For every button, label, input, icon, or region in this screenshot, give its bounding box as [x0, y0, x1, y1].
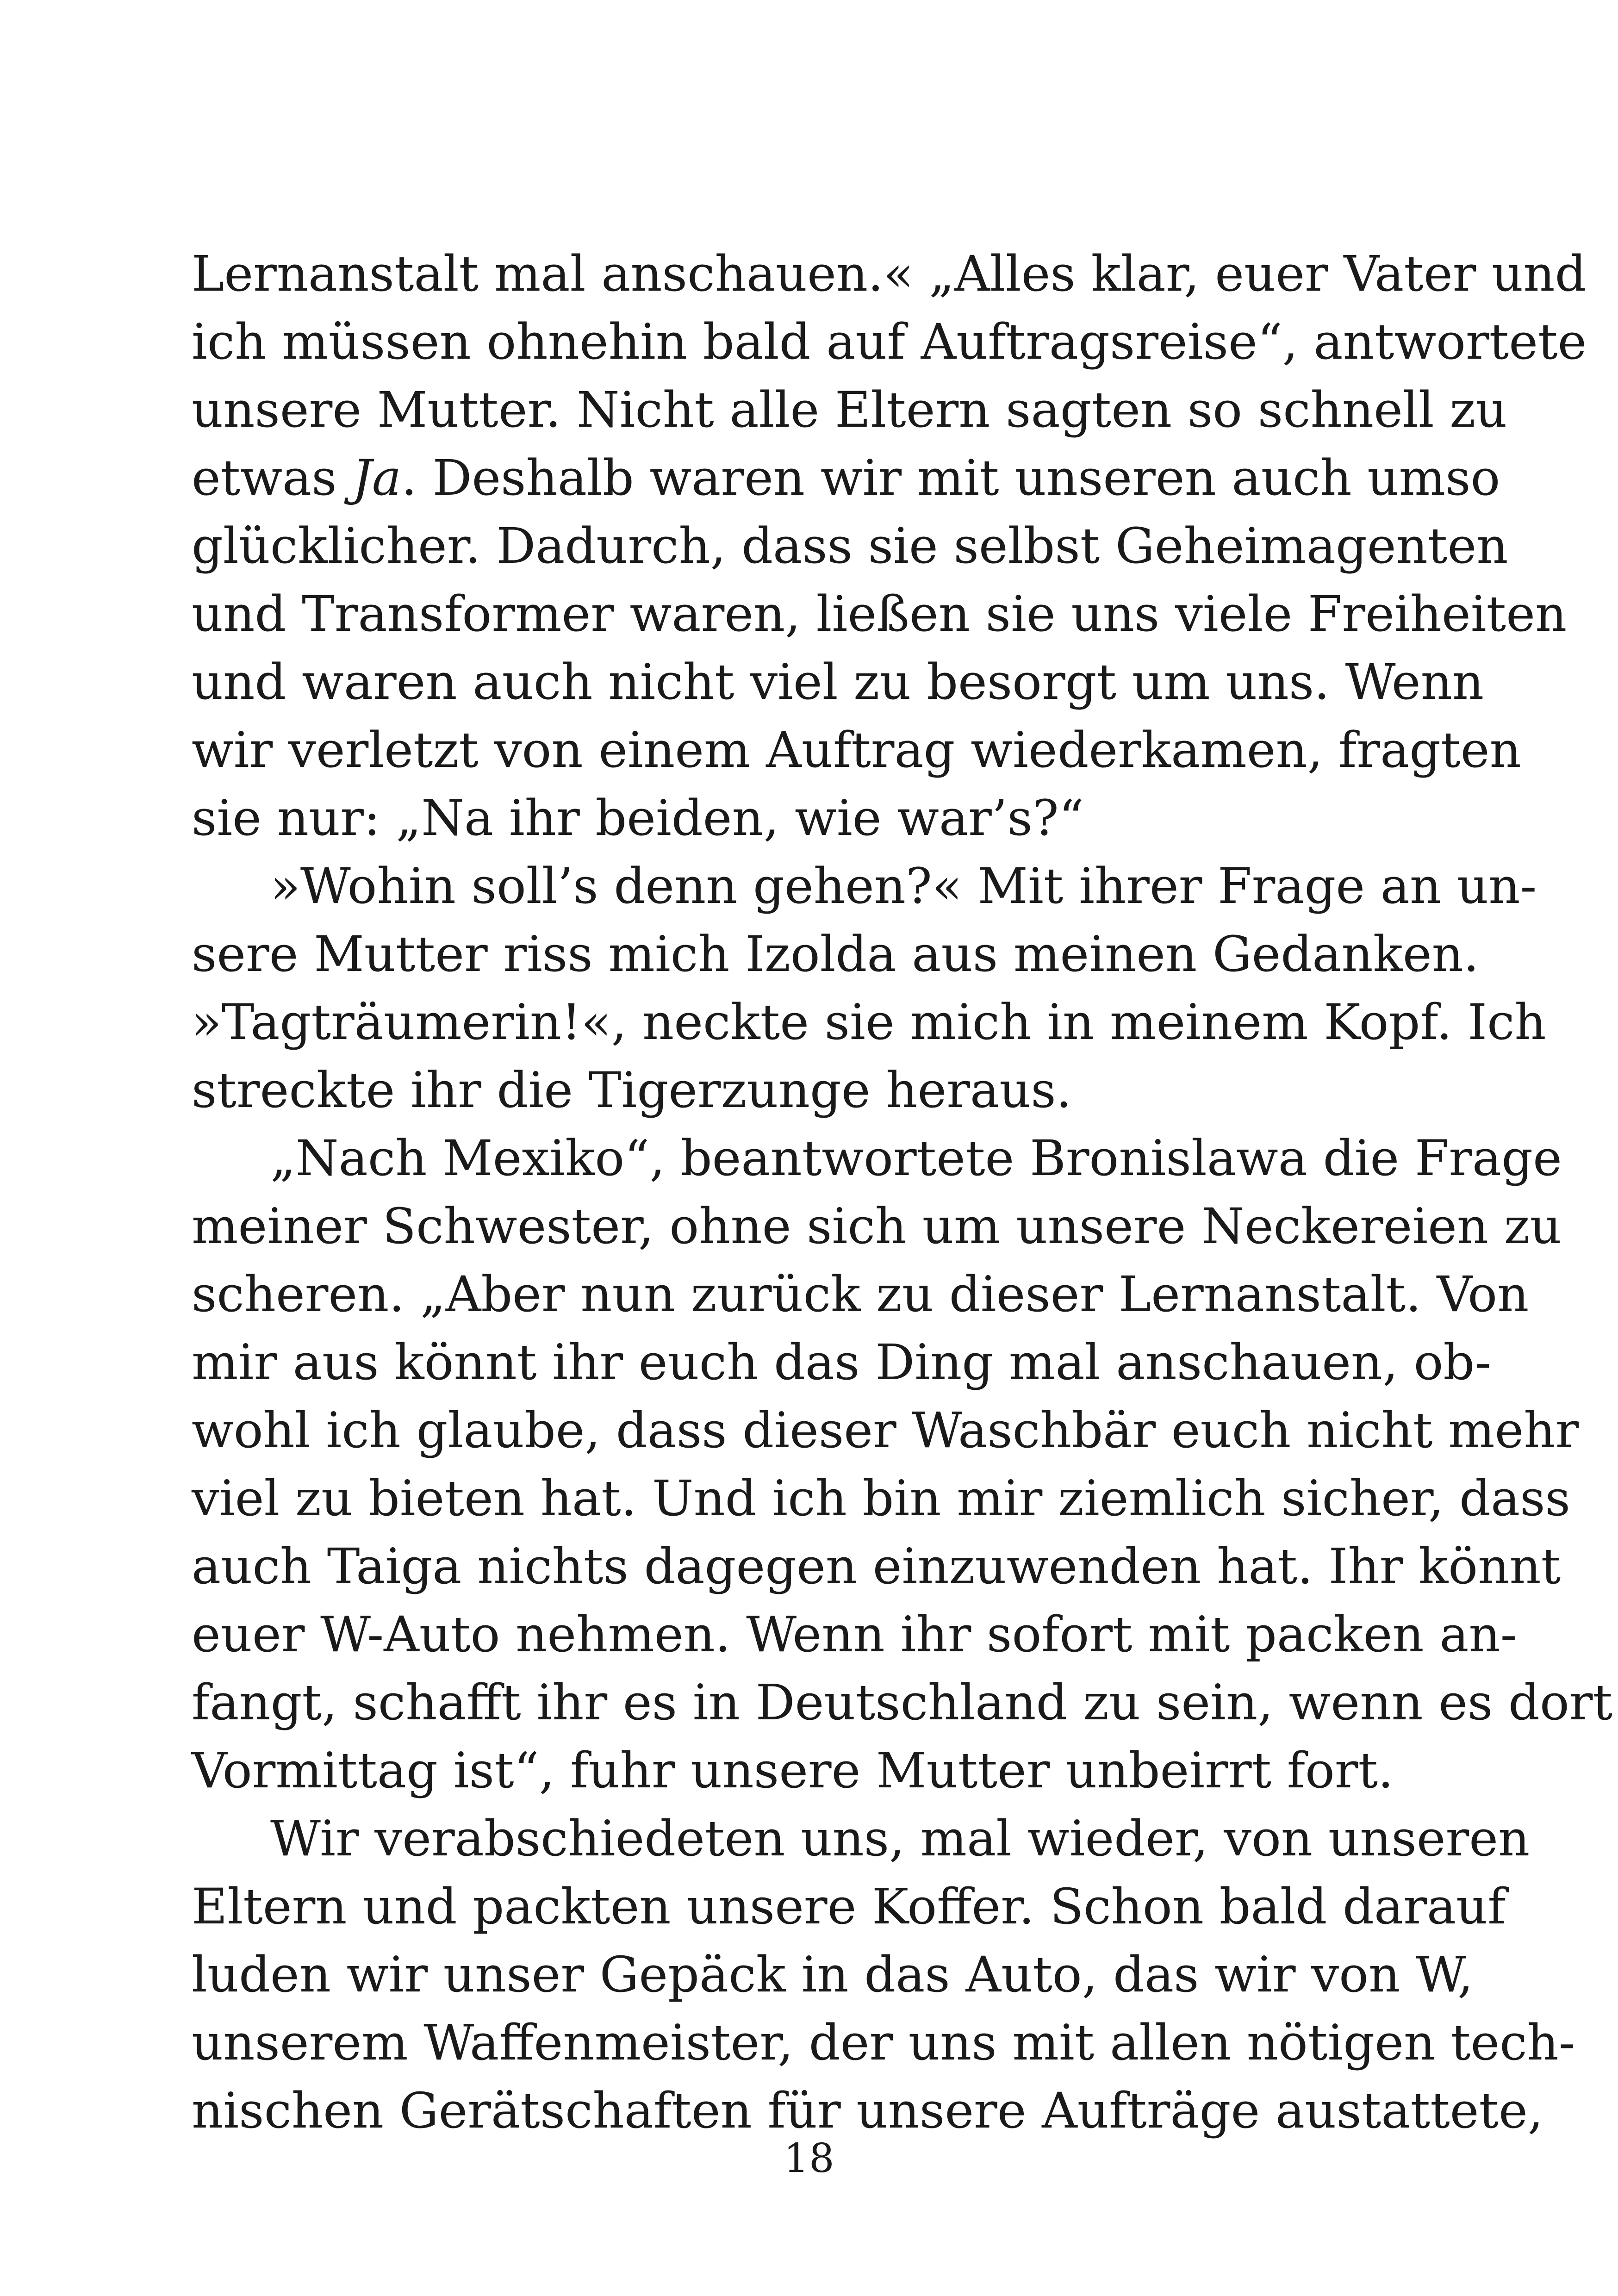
- text-line: »Tagträumerin!«, neckte sie mich in meinem Kopf. Ich: [192, 994, 1546, 1051]
- text-line: unserem Waffenmeister, der uns mit allen nötigen tech-: [192, 2014, 1575, 2071]
- text-line: euer W-Auto nehmen. Wenn ihr sofort mit packen an-: [192, 1606, 1517, 1663]
- text-line: ich müssen ohnehin bald auf Auftragsreise“, antwortete: [192, 313, 1587, 370]
- text-line: sere Mutter riss mich Izolda aus meinen Gedanken.: [192, 926, 1479, 983]
- text-line: „Nach Mexiko“, beantwortete Bronislawa die Frage: [270, 1130, 1562, 1187]
- text-segment: etwas: [192, 449, 353, 506]
- text-line: »Wohin soll’s denn gehen?« Mit ihrer Frage an un-: [270, 858, 1537, 915]
- text-line: sie nur: „Na ihr beiden, wie war’s?“: [192, 790, 1084, 846]
- text-line: mir aus könnt ihr euch das Ding mal anschauen, ob-: [192, 1334, 1492, 1391]
- text-line: Lernanstalt mal anschauen.« „Alles klar, euer Vater und: [192, 245, 1587, 302]
- text-line: fangt, schafft ihr es in Deutschland zu sein, wenn es dort: [192, 1674, 1613, 1731]
- body-text: [192, 240, 1613, 2145]
- text-line: nischen Gerätschaften für unsere Aufträge austattete,: [192, 2082, 1543, 2139]
- page-number: 18: [784, 2135, 834, 2182]
- text-line: scheren. „Aber nun zurück zu dieser Lernanstalt. Von: [192, 1266, 1529, 1323]
- text-line: wir verletzt von einem Auftrag wiederkamen, fragten: [192, 722, 1521, 778]
- text-line: glücklicher. Dadurch, dass sie selbst Geheimagenten: [192, 517, 1508, 574]
- emphasized-word: Ja: [352, 449, 402, 506]
- text-line: Vormittag ist“, fuhr unsere Mutter unbeirrt fort.: [192, 1742, 1394, 1799]
- text-line: Wir verabschiedeten uns, mal wieder, von unseren: [270, 1810, 1530, 1867]
- text-line: viel zu bieten hat. Und ich bin mir ziemlich sicher, dass: [192, 1470, 1571, 1527]
- text-segment: . Deshalb waren wir mit unseren auch umso: [401, 449, 1500, 506]
- text-line: [192, 444, 1500, 512]
- text-line: auch Taiga nichts dagegen einzuwenden hat. Ihr könnt: [192, 1538, 1561, 1595]
- text-line: wohl ich glaube, dass dieser Waschbär euch nicht mehr: [192, 1402, 1579, 1459]
- text-line: luden wir unser Gepäck in das Auto, das wir von W,: [192, 1946, 1474, 2003]
- text-line: und Transformer waren, ließen sie uns viele Freiheiten: [192, 585, 1567, 642]
- text-line: und waren auch nicht viel zu besorgt um uns. Wenn: [192, 653, 1484, 710]
- text-line: unsere Mutter. Nicht alle Eltern sagten so schnell zu: [192, 381, 1507, 438]
- text-line: Eltern und packten unsere Koffer. Schon bald darauf: [192, 1878, 1506, 1935]
- text-line: meiner Schwester, ohne sich um unsere Neckereien zu: [192, 1198, 1562, 1255]
- text-line: streckte ihr die Tigerzunge heraus.: [192, 1062, 1072, 1119]
